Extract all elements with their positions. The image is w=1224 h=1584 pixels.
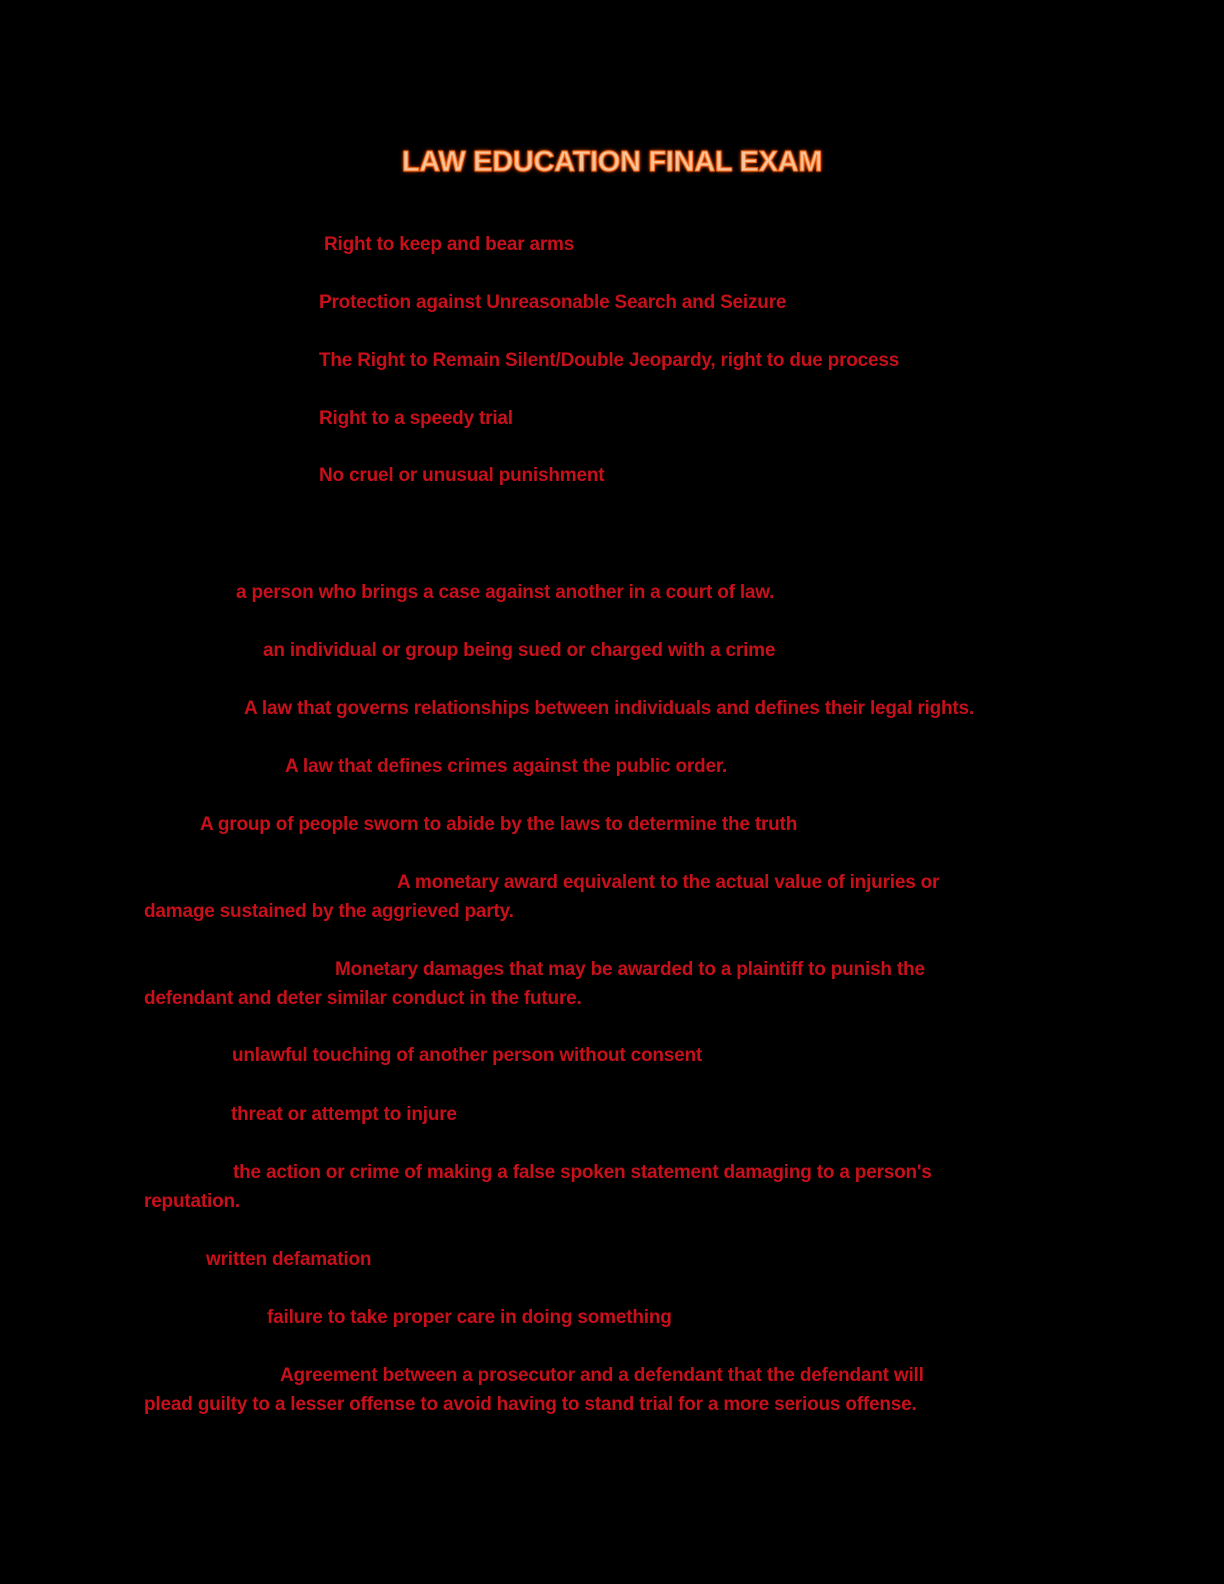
definition-line: reputation. xyxy=(144,1191,240,1212)
amendment-sixth: Right to a speedy trial xyxy=(319,408,513,429)
definition-defendant: an individual or group being sued or charged with a crime xyxy=(263,640,776,661)
page-title: LAW EDUCATION FINAL EXAM xyxy=(401,146,823,178)
definition-line: Agreement between a prosecutor and a defendant that the defendant will xyxy=(280,1365,924,1386)
definition-punitive-damages xyxy=(144,955,1044,1013)
definition-assault: threat or attempt to injure xyxy=(231,1104,457,1125)
amendment-second: Right to keep and bear arms xyxy=(324,234,575,255)
definition-line: defendant and deter similar conduct in the future. xyxy=(144,988,582,1009)
definition-civil-law: A law that governs relationships between individuals and defines their legal rights. xyxy=(244,698,974,719)
amendment-fifth: The Right to Remain Silent/Double Jeopardy, right to due process xyxy=(319,350,900,371)
definition-slander xyxy=(144,1158,1044,1216)
definition-line: A monetary award equivalent to the actual value of injuries or xyxy=(397,872,940,893)
definition-negligence: failure to take proper care in doing something xyxy=(267,1307,672,1328)
definition-compensatory-damages xyxy=(144,868,1044,926)
definition-plaintiff: a person who brings a case against another in a court of law. xyxy=(236,582,775,603)
definition-battery: unlawful touching of another person without consent xyxy=(232,1045,703,1066)
amendment-fourth: Protection against Unreasonable Search and Seizure xyxy=(319,292,787,313)
definition-criminal-law: A law that defines crimes against the public order. xyxy=(285,756,728,777)
definition-jury: A group of people sworn to abide by the laws to determine the truth xyxy=(200,814,798,835)
definition-line: damage sustained by the aggrieved party. xyxy=(144,901,514,922)
definition-line: plead guilty to a lesser offense to avoid having to stand trial for a more serious offense. xyxy=(144,1394,917,1415)
amendment-eighth: No cruel or unusual punishment xyxy=(319,465,605,486)
definition-line: the action or crime of making a false spoken statement damaging to a person's xyxy=(233,1162,932,1183)
definition-plea-bargain xyxy=(144,1361,1044,1419)
definition-line: Monetary damages that may be awarded to a plaintiff to punish the xyxy=(335,959,925,980)
definition-libel: written defamation xyxy=(206,1249,372,1270)
